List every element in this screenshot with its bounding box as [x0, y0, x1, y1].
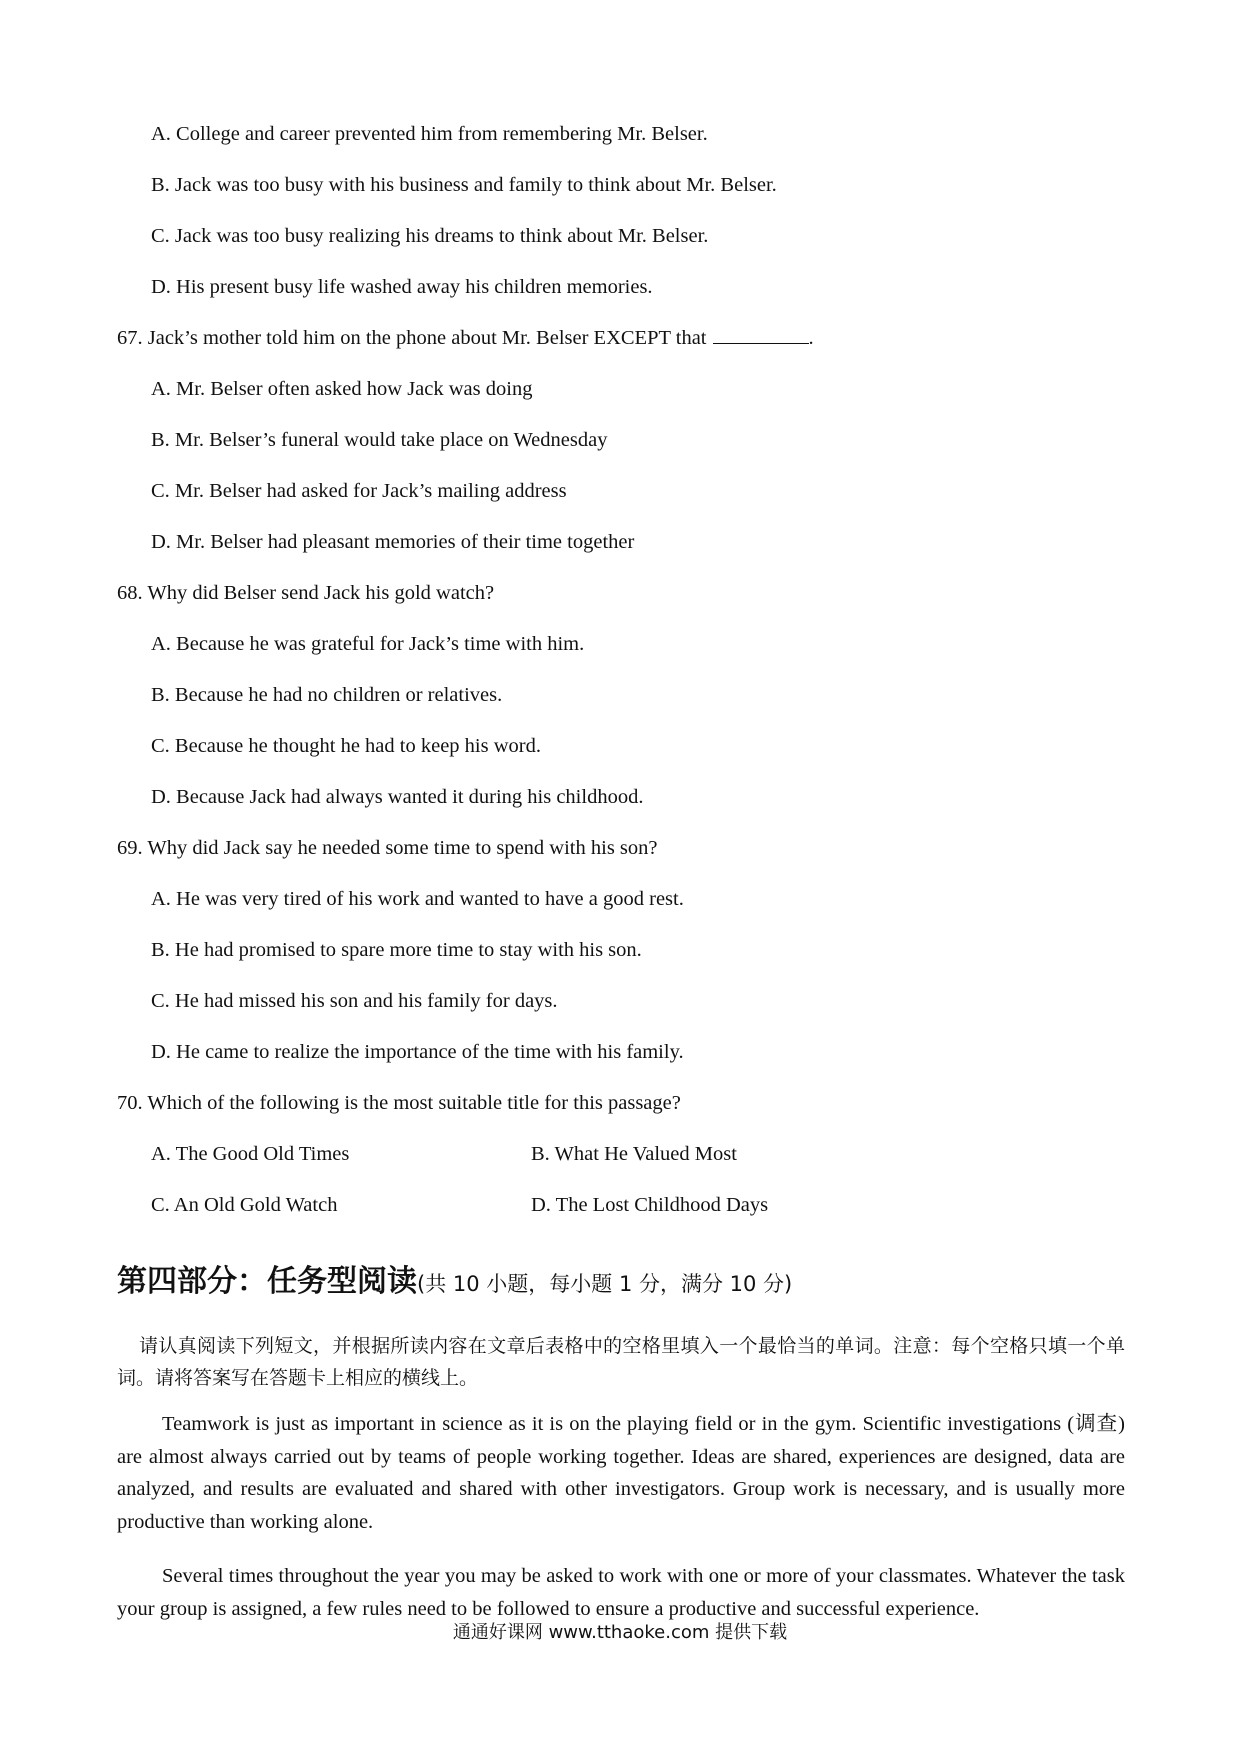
q70-option-b: B. What He Valued Most	[531, 1143, 737, 1165]
q67-stem-line	[117, 326, 814, 350]
q66-option-d: D. His present busy life washed away his children memories.	[151, 276, 653, 298]
section-title: 第四部分：任务型阅读	[117, 1264, 417, 1299]
q68-option-d: D. Because Jack had always wanted it during his childhood.	[151, 786, 644, 808]
q67-option-c: C. Mr. Belser had asked for Jack’s mailing address	[151, 480, 567, 502]
q69-option-a: A. He was very tired of his work and wanted to have a good rest.	[151, 888, 684, 910]
q69-option-d: D. He came to realize the importance of the time with his family.	[151, 1041, 684, 1063]
passage-paragraph-2: Several times throughout the year you may be asked to work with one or more of your classmates. Whatever the task your group is assigned, a few rules need to be followed to ensure a productive and successful experience.	[117, 1565, 1125, 1620]
q70-option-d: D. The Lost Childhood Days	[531, 1194, 769, 1216]
q69-option-b: B. He had promised to spare more time to stay with his son.	[151, 939, 642, 961]
q68-stem: 68. Why did Belser send Jack his gold watch?	[117, 582, 495, 604]
q70-stem: 70. Which of the following is the most suitable title for this passage?	[117, 1092, 681, 1114]
q66-option-a: A. College and career prevented him from remembering Mr. Belser.	[151, 123, 708, 145]
q68-option-c: C. Because he thought he had to keep his word.	[151, 735, 541, 757]
q70-option-a: A. The Good Old Times	[151, 1143, 350, 1165]
q67-option-d: D. Mr. Belser had pleasant memories of their time together	[151, 531, 635, 553]
section-heading	[117, 1262, 792, 1304]
q69-option-c: C. He had missed his son and his family for days.	[151, 990, 558, 1012]
q67-stem: 67. Jack’s mother told him on the phone about Mr. Belser EXCEPT that	[117, 327, 707, 349]
page-footer: 通通好课网 www.tthaoke.com 提供下载	[452, 1622, 788, 1643]
section-subtitle: (共 10 小题，每小题 1 分，满分 10 分)	[417, 1272, 793, 1296]
answer-blank	[713, 327, 809, 344]
q70-option-c: C. An Old Gold Watch	[151, 1194, 338, 1216]
q67-option-a: A. Mr. Belser often asked how Jack was doing	[151, 378, 533, 400]
passage-paragraph-1: Teamwork is just as important in science as it is on the playing field or in the gym. Scientific investigations (调查) are almost always carried out by teams of people working together. Ideas are shared, experiences are designed, data are analyzed, and results are evaluated and shared with other investigators. Group work is necessary, and is usually more productive than working alone.	[117, 1413, 1125, 1533]
section-instructions: 请认真阅读下列短文，并根据所读内容在文章后表格中的空格里填入一个最恰当的单词。注意：每个空格只填一个单词。请将答案写在答题卡上相应的横线上。	[117, 1335, 1125, 1389]
q67-stem-end: .	[808, 327, 814, 349]
q67-option-b: B. Mr. Belser’s funeral would take place on Wednesday	[151, 429, 608, 451]
q68-option-a: A. Because he was grateful for Jack’s time with him.	[151, 633, 585, 655]
q69-stem: 69. Why did Jack say he needed some time to spend with his son?	[117, 837, 658, 859]
q68-option-b: B. Because he had no children or relatives.	[151, 684, 503, 706]
q66-option-b: B. Jack was too busy with his business and family to think about Mr. Belser.	[151, 174, 777, 196]
q66-option-c: C. Jack was too busy realizing his dreams to think about Mr. Belser.	[151, 225, 709, 247]
